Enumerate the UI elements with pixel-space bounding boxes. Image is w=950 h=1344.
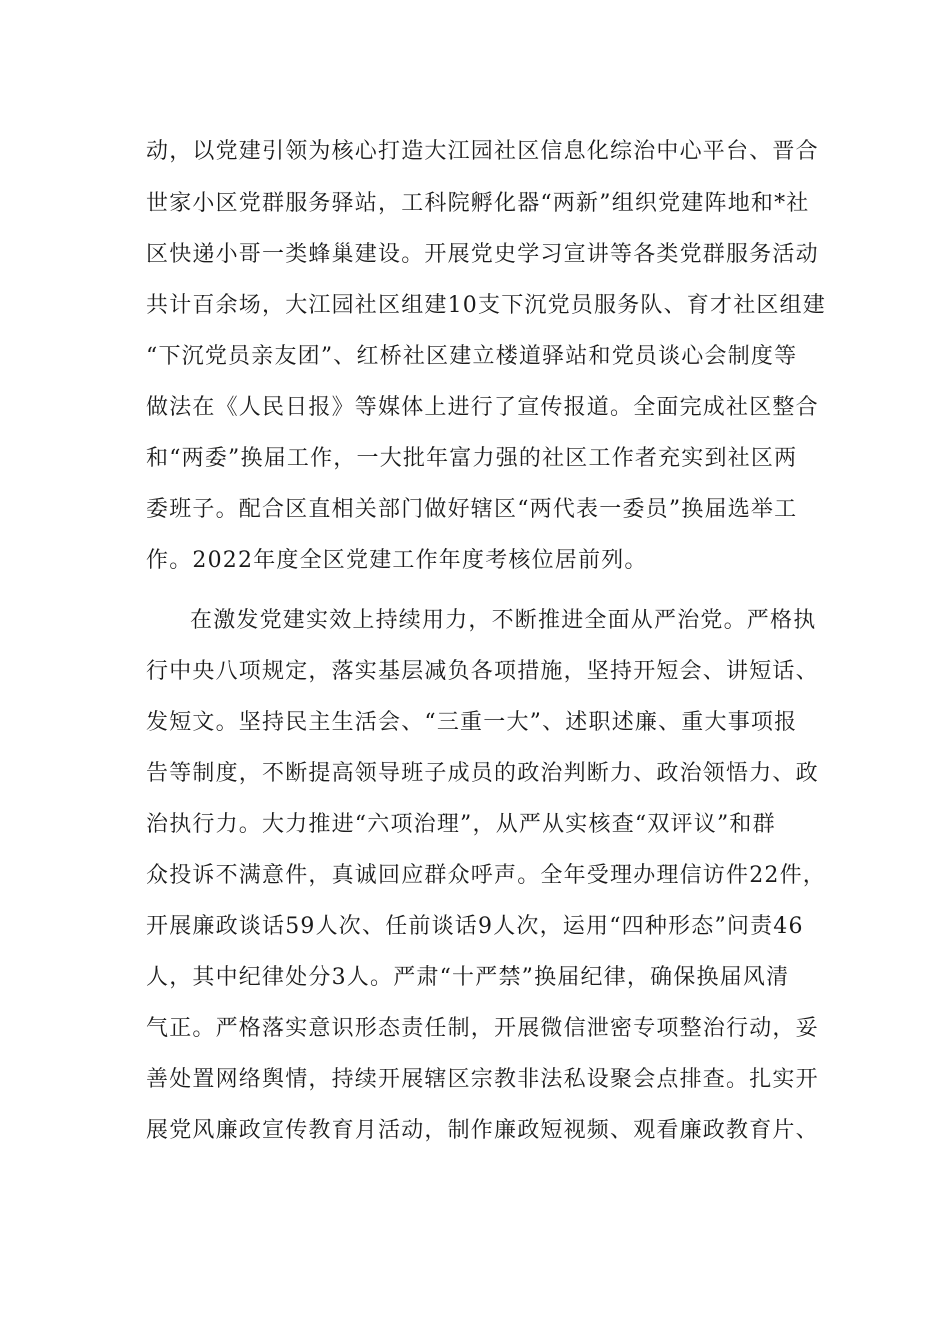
- paragraph-1-line-1: 动，以党建引领为核心打造大江园社区信息化综治中心平台、晋合: [146, 139, 819, 164]
- paragraph-1-line-3: 区快递小哥一类蜂巢建设。开展党史学习宣讲等各类党群服务活动: [146, 242, 819, 267]
- paragraph-2-line-2: 行中央八项规定，落实基层减负各项措施，坚持开短会、讲短话、: [146, 659, 819, 684]
- paragraph-2-line-11: 展党风廉政宣传教育月活动，制作廉政短视频、观看廉政教育片、: [146, 1118, 819, 1143]
- paragraph-2-line-1: 在激发党建实效上持续用力，不断推进全面从严治党。严格执: [190, 608, 817, 633]
- paragraph-2-line-3: 发短文。坚持民主生活会、“三重一大”、述职述廉、重大事项报: [146, 710, 798, 735]
- paragraph-1-line-6: 做法在《人民日报》等媒体上进行了宣传报道。全面完成社区整合: [146, 395, 819, 420]
- paragraph-1-line-7: 和“两委”换届工作，一大批年富力强的社区工作者充实到社区两: [146, 446, 798, 471]
- paragraph-2-line-9: 气正。严格落实意识形态责任制，开展微信泄密专项整治行动，妥: [146, 1016, 819, 1041]
- paragraph-2-line-5: 治执行力。大力推进“六项治理”，从严从实核查“双评议”和群: [146, 812, 776, 837]
- paragraph-2-line-7: 开展廉政谈话59人次、任前谈话9人次，运用“四种形态”问责46: [146, 914, 804, 939]
- paragraph-2-line-8: 人，其中纪律处分3人。严肃“十严禁”换届纪律，确保换届风清: [146, 965, 790, 990]
- paragraph-2-line-4: 告等制度，不断提高领导班子成员的政治判断力、政治领悟力、政: [146, 761, 819, 786]
- paragraph-1-line-5: “下沉党员亲友团”、红桥社区建立楼道驿站和党员谈心会制度等: [146, 344, 798, 369]
- paragraph-1-line-8: 委班子。配合区直相关部门做好辖区“两代表一委员”换届选举工: [146, 497, 798, 522]
- paragraph-1-line-4: 共计百余场，大江园社区组建10支下沉党员服务队、育才社区组建: [146, 293, 826, 318]
- paragraph-2-line-6: 众投诉不满意件，真诚回应群众呼声。全年受理办理信访件22件，: [146, 863, 826, 888]
- paragraph-1-line-9: 作。2022年度全区党建工作年度考核位居前列。: [146, 548, 648, 573]
- paragraph-2-line-10: 善处置网络舆情，持续开展辖区宗教非法私设聚会点排查。扎实开: [146, 1067, 819, 1092]
- paragraph-1-line-2: 世家小区党群服务驿站，工科院孵化器“两新”组织党建阵地和*社: [146, 191, 810, 216]
